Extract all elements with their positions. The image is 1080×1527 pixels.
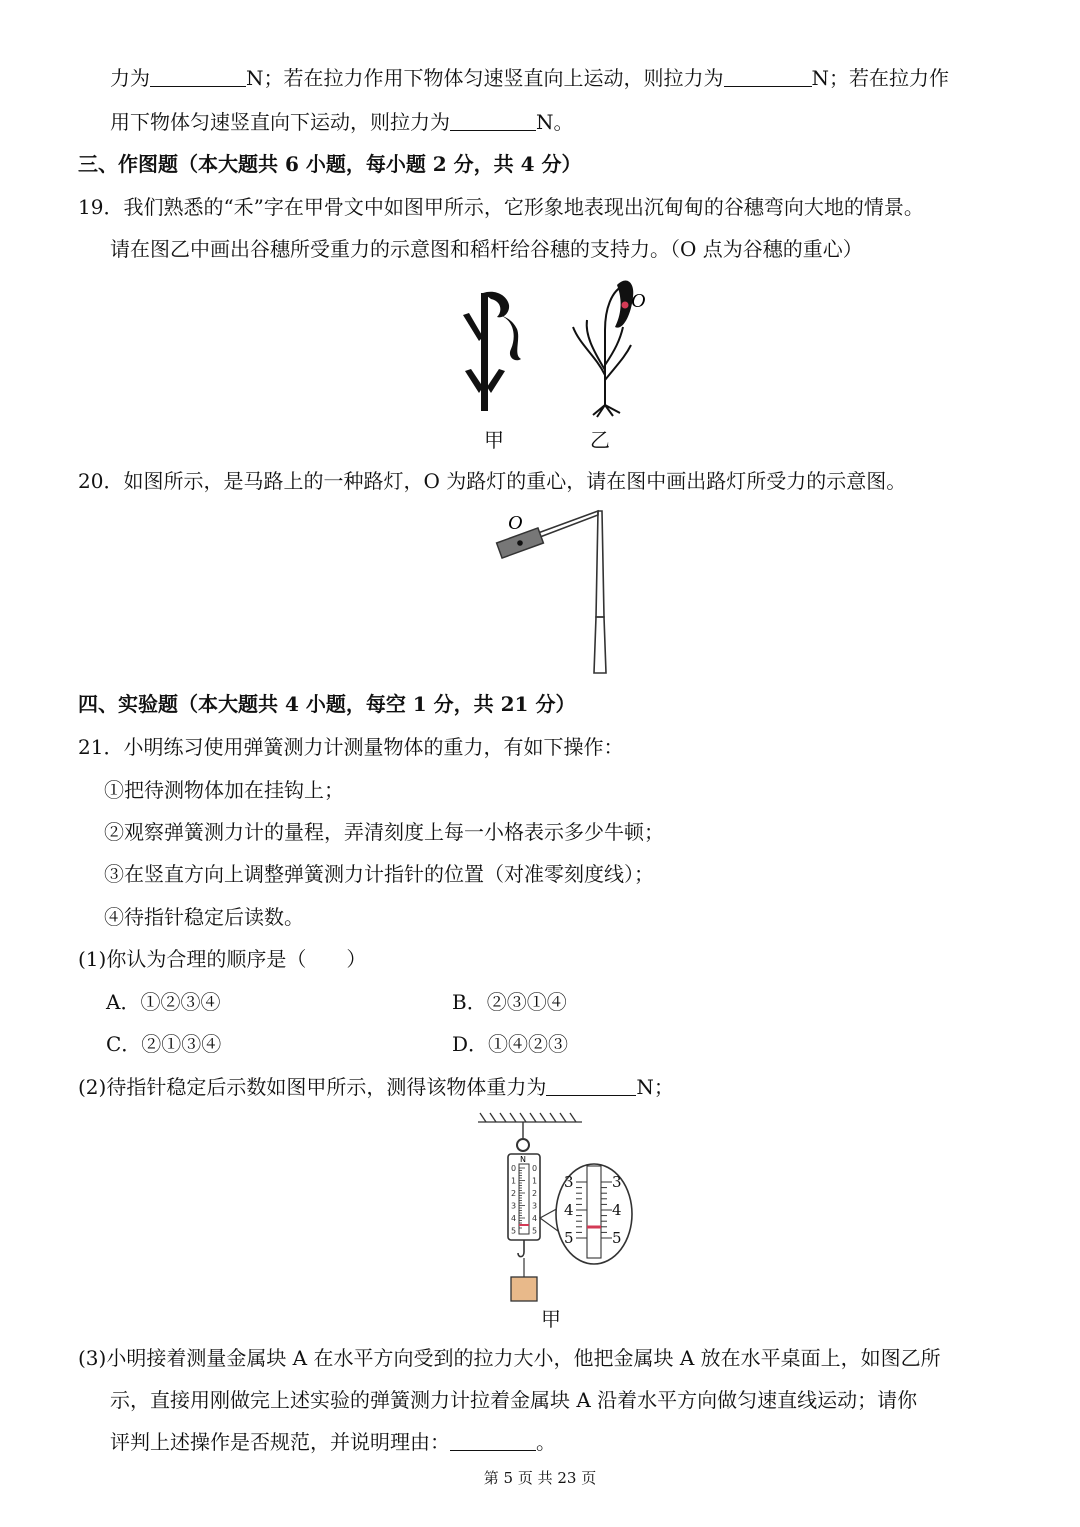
option-a[interactable]: A．①②③④ bbox=[106, 990, 221, 1014]
zoom-tick-label: 3 bbox=[612, 1173, 622, 1191]
answer-blank-3[interactable] bbox=[450, 110, 536, 131]
section-4-title: 四、实验题（本大题共 4 小题，每空 1 分，共 21 分） bbox=[78, 692, 576, 716]
q19-line2: 请在图乙中画出谷穗所受重力的示意图和稻杆给谷穗的支持力。（O 点为谷穗的重心） bbox=[110, 237, 863, 261]
q21-step-2: ②观察弹簧测力计的量程，弄清刻度上每一小格表示多少牛顿； bbox=[104, 820, 664, 844]
q21-part2-text: (2)待指针稳定后示数如图甲所示，测得该物体重力为 bbox=[78, 1075, 547, 1099]
q18-text: N。 bbox=[536, 110, 574, 134]
q20-streetlight-figure bbox=[490, 505, 625, 680]
lamp-base bbox=[594, 617, 606, 673]
q21-step-3: ③在竖直方向上调整弹簧测力计指针的位置（对准零刻度线）； bbox=[104, 862, 654, 886]
lamp-arm bbox=[538, 511, 598, 537]
q21-part3-text: 。 bbox=[536, 1430, 556, 1454]
q20-line1: 20．如图所示，是马路上的一种路灯，O 为路灯的重心，请在图中画出路灯所受力的示意图。 bbox=[78, 469, 907, 493]
section-3-title: 三、作图题（本大题共 6 小题，每小题 2 分，共 4 分） bbox=[78, 152, 582, 176]
q21-part2-text: N； bbox=[636, 1075, 674, 1099]
answer-blank-weight[interactable] bbox=[546, 1075, 636, 1096]
scale-tick-label: 4 bbox=[532, 1214, 538, 1223]
scale-tick-label: 2 bbox=[511, 1189, 517, 1198]
q21-part2 bbox=[78, 1073, 674, 1101]
q21-part3-text: 评判上述操作是否规范，并说明理由： bbox=[110, 1430, 450, 1454]
page-footer: 第 5 页 共 23 页 bbox=[483, 1469, 597, 1487]
q21-step-1: ①把待测物体加在挂钩上； bbox=[104, 778, 344, 802]
zoom-tick-label: 4 bbox=[612, 1201, 622, 1219]
q19-figure bbox=[455, 275, 655, 420]
unit-label: N bbox=[520, 1155, 526, 1164]
q19-line1: 19．我们熟悉的“禾”字在甲骨文中如图甲所示，它形象地表现出沉甸甸的谷穗弯向大地的情景。 bbox=[78, 195, 924, 219]
scale-tick-label: 2 bbox=[532, 1189, 538, 1198]
ceiling-hatch bbox=[478, 1113, 582, 1122]
q21-intro: 21．小明练习使用弹簧测力计测量物体的重力，有如下操作： bbox=[78, 735, 624, 759]
hook bbox=[518, 1240, 524, 1257]
scale-tick-label: 1 bbox=[532, 1176, 538, 1186]
q18-line1 bbox=[110, 64, 949, 92]
scale-tick-label: 5 bbox=[532, 1226, 538, 1236]
center-of-gravity-dot bbox=[517, 540, 523, 546]
scale-tick-label: 5 bbox=[511, 1226, 517, 1236]
hanging-block bbox=[511, 1277, 537, 1301]
zoom-tick-label: 3 bbox=[564, 1173, 574, 1191]
zoom-tick-label: 5 bbox=[612, 1229, 622, 1247]
option-d[interactable]: D．①④②③ bbox=[452, 1032, 569, 1056]
q21-part3-line1: (3)小明接着测量金属块 A 在水平方向受到的拉力大小，他把金属块 A 放在水平桌面上，如图乙所 bbox=[78, 1346, 941, 1370]
q21-part3-line2: 示，直接用刚做完上述实验的弹簧测力计拉着金属块 A 沿着水平方向做匀速直线运动；请你 bbox=[110, 1388, 918, 1412]
scale-tick-label: 4 bbox=[511, 1214, 517, 1223]
option-b[interactable]: B．②③①④ bbox=[452, 990, 567, 1014]
q21-part1: (1)你认为合理的顺序是（ ） bbox=[78, 947, 367, 971]
zoom-tick-label: 5 bbox=[564, 1229, 574, 1247]
figure-caption-yi: 乙 bbox=[590, 428, 610, 452]
spring-scale-figure bbox=[470, 1110, 640, 1310]
q18-text: 力为 bbox=[110, 66, 150, 90]
answer-blank-2[interactable] bbox=[724, 66, 812, 87]
q18-text: N；若在拉力作用下物体匀速竖直向上运动，则拉力为 bbox=[246, 66, 724, 90]
figure-caption-jia: 甲 bbox=[484, 428, 504, 452]
scale-tick-label: 0 bbox=[511, 1164, 517, 1173]
hanging-ring bbox=[517, 1139, 529, 1151]
center-of-gravity-dot bbox=[622, 302, 629, 309]
lamp-pole bbox=[596, 511, 604, 617]
scale-tick-label: 3 bbox=[511, 1201, 517, 1211]
oracle-bone-he-glyph bbox=[463, 292, 521, 411]
scale-tick-label: 3 bbox=[532, 1201, 538, 1211]
option-c[interactable]: C．②①③④ bbox=[106, 1032, 222, 1056]
point-o-label: O bbox=[508, 512, 523, 534]
q21-part3-line3 bbox=[110, 1428, 556, 1456]
q21-step-4: ④待指针稳定后读数。 bbox=[104, 905, 304, 929]
scale-tick-label: 0 bbox=[532, 1164, 538, 1173]
figure-caption-jia-2: 甲 bbox=[541, 1307, 561, 1331]
q18-text: N；若在拉力作 bbox=[811, 66, 949, 90]
q18-line2 bbox=[110, 108, 574, 136]
answer-blank-reason[interactable] bbox=[450, 1430, 536, 1451]
scale-tick-label: 1 bbox=[511, 1176, 517, 1186]
point-o-label: O bbox=[631, 290, 646, 312]
q18-text: 用下物体匀速竖直向下运动，则拉力为 bbox=[110, 110, 450, 134]
answer-blank-1[interactable] bbox=[150, 66, 246, 87]
zoom-tick-label: 4 bbox=[564, 1201, 574, 1219]
